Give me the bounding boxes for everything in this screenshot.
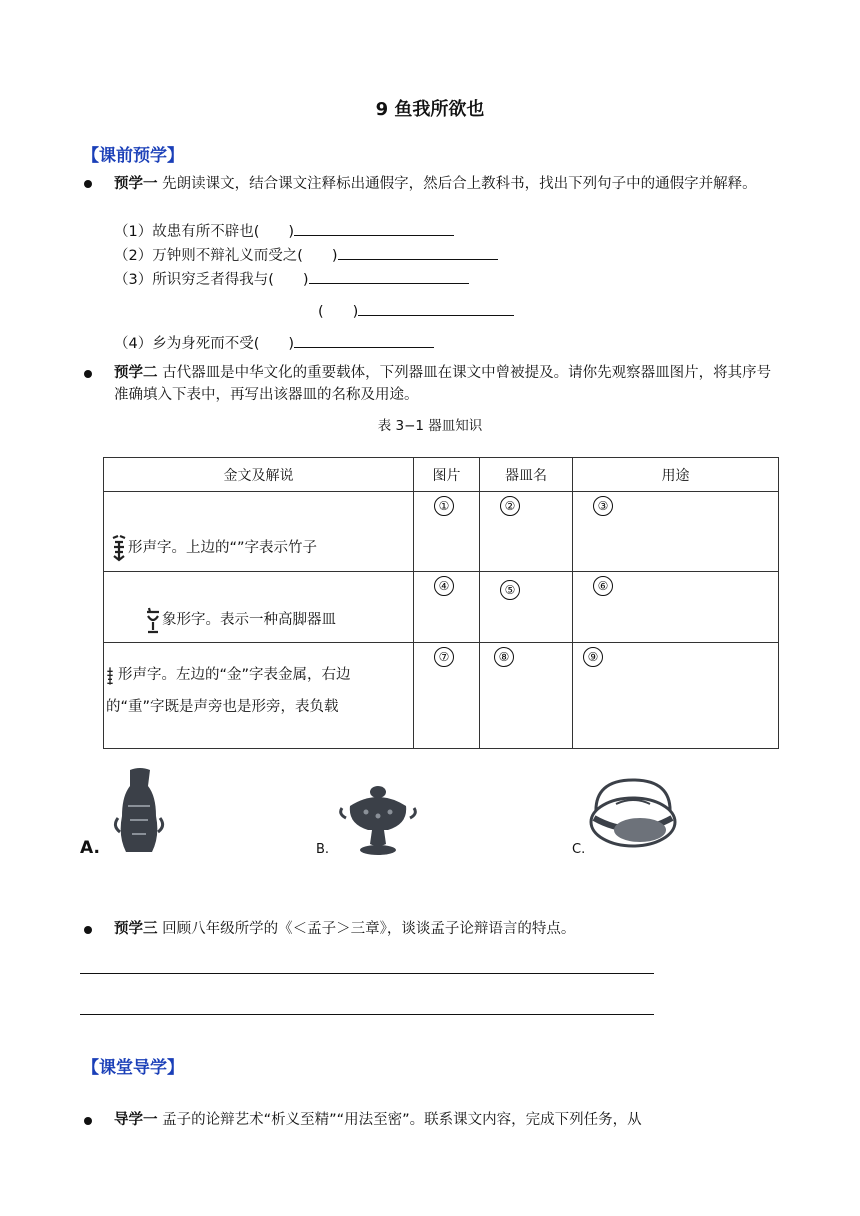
vessel-label-a: A. [80, 838, 100, 858]
table-cell[interactable] [414, 492, 480, 572]
vessel-b-icon [336, 778, 420, 858]
bronze-glyph-icon [106, 661, 118, 691]
answer-blank[interactable] [294, 333, 434, 348]
task2-label: 预学二 [114, 365, 158, 381]
table-cell[interactable] [414, 643, 480, 749]
answer-number: ⑤ [500, 580, 520, 600]
table-header: 金文及解说 [104, 458, 414, 492]
answer-line[interactable] [80, 1014, 654, 1015]
table-cell[interactable] [480, 643, 573, 749]
answer-number: ③ [593, 496, 613, 516]
table-cell[interactable] [480, 572, 573, 643]
answer-blank[interactable] [294, 221, 454, 236]
glyph-explanation: 象形字。表示一种高脚器皿 [162, 612, 336, 628]
answer-line[interactable] [80, 973, 654, 974]
guide1-instruction [114, 1109, 778, 1131]
glyph-explanation: 形声字。上边的“”字表示竹子 [128, 540, 318, 556]
bullet-icon [84, 180, 92, 188]
answer-blank[interactable] [358, 301, 514, 316]
task3-label: 预学三 [114, 921, 158, 937]
task3-text: 回顾八年级所学的《＜孟子＞三章》，谈谈孟子论辩语言的特点。 [162, 921, 576, 937]
vessel-table [103, 457, 779, 749]
glyph-explanation: 形声字。左边的“金”字表金属，右边的“重”字既是声旁也是形旁，表负载 [106, 667, 351, 715]
bullet-icon [84, 370, 92, 378]
table-cell-glyph [104, 643, 414, 749]
answer-number: ⑥ [593, 576, 613, 596]
task1-instruction [114, 173, 778, 195]
guide1-text: 孟子的论辩艺术“析义至精”“用法至密”。联系课文内容，完成下列任务，从 [162, 1112, 642, 1128]
guide1-label: 导学一 [114, 1112, 158, 1128]
table-cell[interactable] [573, 643, 779, 749]
task1-item-4: （4）乡为身死而不受( ) [114, 332, 434, 353]
table-header: 图片 [414, 458, 480, 492]
answer-number: ② [500, 496, 520, 516]
vessel-label-c: C. [572, 842, 586, 857]
table-cell[interactable] [480, 492, 573, 572]
answer-number: ① [434, 496, 454, 516]
answer-number: ④ [434, 576, 454, 596]
vessel-a-icon [104, 766, 174, 858]
task2-text: 古代器皿是中华文化的重要载体，下列器皿在课文中曾被提及。请你先观察器皿图片，将其序号准确填入下表中，再写出该器皿的名称及用途。 [114, 365, 772, 403]
table-row [104, 492, 779, 572]
task1-item-3: （3）所识穷乏者得我与( ) [114, 268, 469, 289]
task2-instruction [114, 362, 778, 406]
bullet-icon [84, 926, 92, 934]
table-cell-glyph [104, 572, 414, 643]
table-row [104, 572, 779, 643]
table-cell[interactable] [573, 572, 779, 643]
answer-blank[interactable] [309, 269, 469, 284]
task1-label: 预学一 [114, 176, 158, 192]
task1-text: 先朗读课文，结合课文注释标出通假字，然后合上教科书，找出下列句子中的通假字并解释。 [162, 176, 757, 192]
table-header-row [104, 458, 779, 492]
vessel-c-icon [586, 774, 680, 858]
answer-blank[interactable] [338, 245, 498, 260]
task1-item-2: （2）万钟则不辩礼义而受之( ) [114, 244, 498, 265]
task1-item-1: （1）故患有所不辟也( ) [114, 220, 454, 241]
vessel-label-b: B. [316, 842, 330, 857]
task3-instruction [114, 918, 778, 940]
table-caption: 表 3−1 器皿知识 [377, 418, 483, 434]
table-cell[interactable] [573, 492, 779, 572]
table-cell[interactable] [414, 572, 480, 643]
bullet-icon [84, 1117, 92, 1125]
table-header: 器皿名 [480, 458, 573, 492]
table-row [104, 643, 779, 749]
task1-item-3b: ( ) [318, 300, 514, 321]
page-title: 9 鱼我所欲也 [375, 99, 485, 120]
section-heading-class-guide: 【课堂导学】 [82, 1058, 184, 1078]
answer-number: ⑨ [583, 647, 603, 667]
table-header: 用途 [573, 458, 779, 492]
answer-number: ⑦ [434, 647, 454, 667]
bronze-glyph-icon [110, 534, 128, 564]
bronze-glyph-icon [144, 606, 162, 636]
table-cell-glyph [104, 492, 414, 572]
section-heading-pre-study: 【课前预学】 [82, 146, 184, 166]
answer-number: ⑧ [494, 647, 514, 667]
